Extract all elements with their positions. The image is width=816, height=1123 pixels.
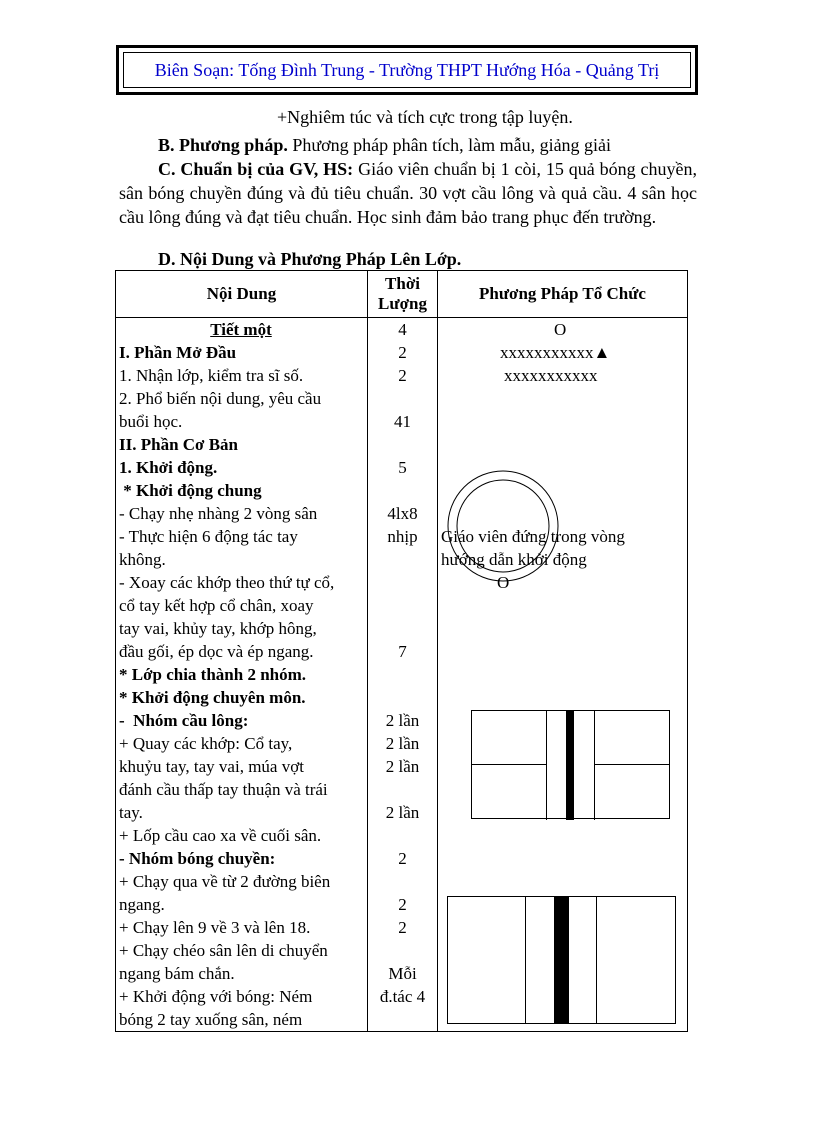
badminton-court-diagram (471, 710, 671, 820)
time-cell: 41 (394, 412, 411, 431)
time-cell (368, 617, 437, 640)
content-row: + Khởi động với bóng: Ném (119, 987, 313, 1006)
formation-row-2: xxxxxxxxxxx (504, 366, 598, 385)
header-time-line1: Thời (385, 274, 420, 293)
time-cell: 4 (398, 320, 407, 339)
time-cell: nhịp (387, 527, 418, 546)
header-time-line2: Lượng (378, 294, 427, 313)
section-d-title: D. Nội Dung và Phương Pháp Lên Lớp. (158, 249, 462, 269)
time-cell: 2 (398, 366, 407, 385)
time-cell (368, 686, 437, 709)
circle-center-mark: O (497, 573, 510, 592)
content-row: bóng 2 tay xuống sân, ném (119, 1010, 303, 1029)
lesson-table (115, 270, 688, 1032)
content-row: - Nhóm cầu lông: (119, 711, 249, 730)
circle-text-line2: hướng dẫn khởi động (441, 550, 587, 569)
content-row: + Quay các khớp: Cổ tay, (119, 734, 293, 753)
content-row: + Lốp cầu cao xa về cuối sân. (119, 826, 322, 845)
content-row: + Chạy qua về từ 2 đường biên (119, 872, 331, 891)
content-row: không. (119, 550, 166, 569)
header-inner-frame (123, 52, 691, 88)
content-row: ngang bám chắn. (119, 964, 235, 983)
method-column (438, 318, 688, 1032)
content-row: tay. (119, 803, 143, 822)
header-title: Biên Soạn: Tống Đình Trung - Trường THPT Hướng Hóa - Quảng Trị (154, 59, 660, 80)
time-cell (368, 939, 437, 962)
time-cell: Mỗi (388, 964, 417, 983)
time-cell (368, 663, 437, 686)
header-banner (116, 45, 698, 95)
time-cell (368, 571, 437, 594)
content-row: ngang. (119, 895, 165, 914)
circle-text-line1: Giáo viên đứng trong vòng (441, 527, 625, 546)
method-text: Phương pháp phân tích, làm mẫu, giảng giải (287, 135, 612, 155)
time-cell: 2 (398, 895, 407, 914)
method-label: B. Phương pháp. (158, 135, 288, 155)
content-row: đầu gối, ép dọc và ép ngang. (119, 642, 314, 661)
content-row: * Khởi động chung (119, 481, 262, 500)
preparation-paragraph (119, 157, 697, 229)
time-column (368, 318, 438, 1032)
formation-row-1-text: xxxxxxxxxxx (500, 343, 594, 362)
content-row: đánh cầu thấp tay thuận và trái (119, 780, 328, 799)
content-row: * Lớp chia thành 2 nhóm. (119, 665, 307, 684)
content-row: Tiết một (210, 320, 272, 339)
content-row: + Chạy lên 9 về 3 và lên 18. (119, 918, 311, 937)
content-row: II. Phần Cơ Bản (119, 435, 239, 454)
time-cell: 2 (398, 918, 407, 937)
content-row: I. Phần Mở Đầu (119, 343, 237, 362)
time-cell: 2 (398, 849, 407, 868)
content-row: 1. Khởi động. (119, 458, 218, 477)
header-method: Phương Pháp Tổ Chức (438, 271, 688, 318)
time-cell (368, 387, 437, 410)
content-column (116, 318, 368, 1032)
formation-row-1 (500, 341, 610, 364)
content-row: * Khởi động chuyên môn. (119, 688, 306, 707)
content-row: 1. Nhận lớp, kiểm tra sĩ số. (119, 366, 304, 385)
time-cell: đ.tác 4 (379, 987, 426, 1006)
content-row: - Nhóm bóng chuyền: (119, 849, 276, 868)
content-row: - Chạy nhẹ nhàng 2 vòng sân (119, 504, 318, 523)
triangle-icon: ▲ (593, 343, 611, 362)
volleyball-net (554, 896, 569, 1024)
time-cell (368, 433, 437, 456)
time-cell (368, 870, 437, 893)
header-time (368, 271, 438, 318)
content-row: + Chạy chéo sân lên di chuyển (119, 941, 328, 960)
time-cell (368, 824, 437, 847)
time-cell: 7 (398, 642, 407, 661)
content-row: - Thực hiện 6 động tác tay (119, 527, 298, 546)
time-cell: 5 (398, 458, 407, 477)
time-cell: 2 lần (385, 734, 420, 753)
time-cell (368, 548, 437, 571)
prep-text: Giáo viên chuẩn bị 1 còi, 15 quả bóng chuyền, sân bóng chuyền đúng và đủ tiêu chuẩn. 30 vợt cầu lông và quả cầu. 4 sân học cầu lông đúng và đạt tiêu chuẩn. Học sinh đảm bảo trang phục đến trường. (119, 159, 698, 227)
content-row: - Xoay các khớp theo thứ tự cổ, (119, 573, 335, 592)
time-cell: 2 lần (385, 803, 420, 822)
time-cell (368, 778, 437, 801)
time-cell: 4lx8 (387, 504, 418, 523)
content-row: tay vai, khủy tay, khớp hông, (119, 619, 317, 638)
header-content: Nội Dung (116, 271, 368, 318)
prep-label: C. Chuẩn bị của GV, HS: (158, 159, 354, 179)
method-line (158, 133, 611, 157)
content-row: buổi học. (119, 412, 183, 431)
badminton-net (566, 710, 574, 820)
teacher-mark: O (554, 320, 567, 339)
time-cell (368, 594, 437, 617)
content-row: 2. Phổ biến nội dung, yêu cầu (119, 389, 322, 408)
time-cell (368, 479, 437, 502)
time-cell: 2 lần (385, 757, 420, 776)
content-row: khuỷu tay, tay vai, múa vợt (119, 757, 304, 776)
volleyball-court-diagram (447, 896, 677, 1024)
time-cell: 2 lần (385, 711, 420, 730)
content-row: cổ tay kết hợp cổ chân, xoay (119, 596, 314, 615)
requirement-line: +Nghiêm túc và tích cực trong tập luyện. (277, 107, 573, 127)
time-cell: 2 (398, 343, 407, 362)
